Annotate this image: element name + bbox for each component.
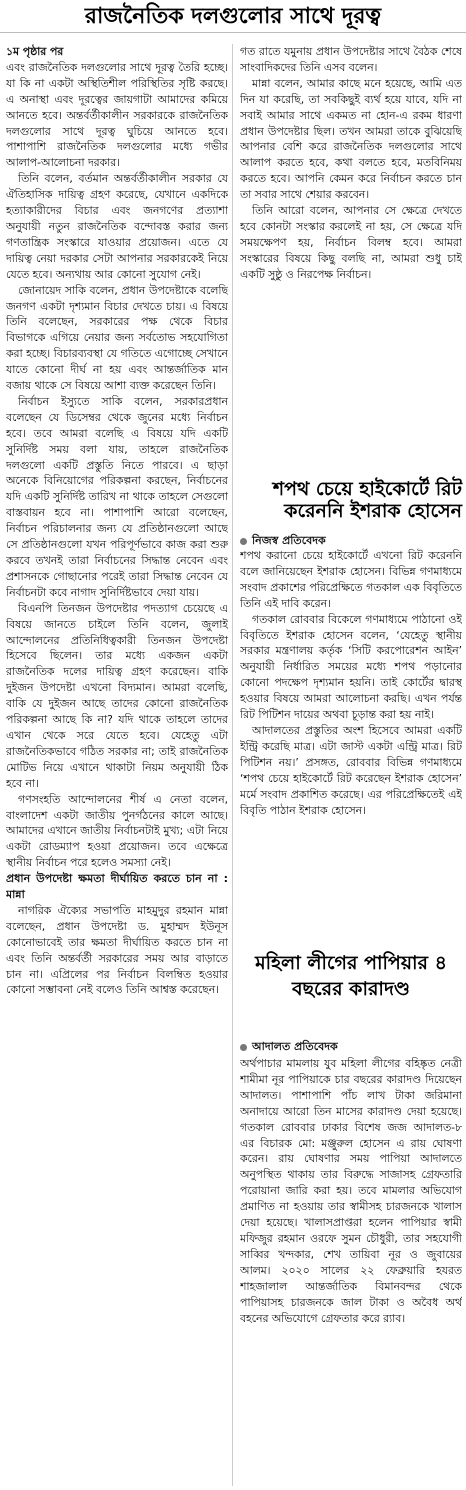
story2-headline: শপথ চেয়ে হাইকোর্টে রিট করেননি ইশরাক হোসেন: [272, 478, 462, 522]
paragraph: গণসংহতি আন্দোলনের শীর্ষ এ নেতা বলেন, বাংলাদেশ একটা জাতীয় পুনর্গঠনের কালে আছে। আমাদের এখানে জাতীয় নির্বাচনটাই মুখ্য; এটা নিয়ে একটা রোডম্যাপ হওয়া প্রয়োজন। তবে এক্ষেত্রে স্থানীয় নির্বাচন পরে হলেও সমস্যা নেই।: [6, 792, 228, 870]
bullet-icon: [240, 1044, 247, 1051]
story3-byline: [240, 1038, 338, 1057]
paragraph: আদালতের প্রস্তুতির অংশ হিসেবে আমরা একটি ইন্ট্রি করেছি মাত্র। এটা জাস্ট একটা এন্ট্রি মাত্র। রিট পিটিশন নয়।’ প্রসঙ্গত, রোববার বিভিন্ন গণমাধ্যমে ‘শপথ চেয়ে হাইকোর্টে রিট করেছেন ইশরাক হোসেন’ মর্মে সংবাদ প্রকাশিত করেছে। এর পরিপ্রেক্ষিতেই এই বিবৃতি পাঠান ইশরাক হোসেন।: [240, 723, 462, 817]
paragraph: শপথ করানো চেয়ে হাইকোর্টে এখনো রিট করেননি বলে জানিয়েছেন ইশরাক হোসেন। বিভিন্ন গণমাধ্যমে সংবাদ প্রকাশের পরিপ্রেক্ষিতে গতকাল এক বিবৃতিতে তিনি এই দাবি করেন।: [240, 549, 462, 610]
paragraph: এবং রাজনৈতিক দলগুলোর সাথে দূরত্ব তৈরি হচ্ছে। যা কি না একটা অস্থিতিশীল পরিস্থিতির সৃষ্টি করছে। এ অনাস্থা এবং দূরত্বের জায়গাটা আমাদের কমিয়ে আনতে হবে। অন্তর্বর্তীকালীন সরকারকে রাজনৈতিক দলগুলোর সাথে দূরত্ব ঘুচিয়ে আনতে হবে। পাশাপাশি রাজনৈতিক দলগুলোর মধ্যে গভীর আলাপ-আলোচনা দরকার।: [6, 60, 228, 170]
paragraph: তিনি বলেন, বর্তমান অন্তর্বর্তীকালীন সরকার যে ঐতিহাসিক দায়িত্ব গ্রহণ করেছে, যেখানে একদিকে হত্যাকারীদের বিচার এবং জনগণের প্রত্যাশা অনুযায়ী নতুন রাজনৈতিক বন্দোবস্ত করার জন্য গণতান্ত্রিক সংস্কারে যাওয়ার প্রয়োজন। এতে যে দায়িত্ব নেয়া দরকার সেটা আপনার সরকারকেই নিয়ে যেতে হবে। অন্যথায় আর কোনো সুযোগ নেই।: [6, 172, 228, 281]
paragraph: নির্বাচন ইস্যুতে সাকি বলেন, সরকারপ্রধান বলেছেন যে ডিসেম্বর থেকে জুনের মধ্যে নির্বাচন হবে। তবে আমরা বলেছি এ বিষয়ে যদি একটি সুনির্দিষ্ট সময় বলা যায়, তাহলে রাজনৈতিক দলগুলো একটি প্রস্তুতি নিতে পারবে। এ ছাড়া অনেকে বিনিয়োগের পরিকল্পনা করছেন, নির্বাচনের যদি একটি সুনির্দিষ্ট তারিখ না থাকে তাহলে সেগুলো বাস্তবায়ন হবে না। পাশাপাশি আরো বলেছেন, নির্বাচন পরিচালনার জন্য যে প্রতিষ্ঠানগুলো আছে সে প্রতিষ্ঠানগুলো যখন পরিপূর্ণভাবে কাজ করা শুরু করবে তখনই তারা নির্বাচনের সিদ্ধান্ত নেবেন এবং প্রশাসনকে গোছানোর পরেই তারা সিদ্ধান্ত নেবেন যে নির্বাচনটা কবে নাগাদ সুনির্দিষ্টভাবে দেয়া যায়।: [6, 394, 228, 599]
left-column: [6, 44, 228, 1486]
story3-headline: মহিলা লীগের পাপিয়ার ৪ বছরের কারাদণ্ড: [255, 952, 447, 1000]
story2-body: [240, 548, 462, 940]
column-divider: [232, 44, 233, 1486]
paragraph: বিএনপি তিনজন উপদেষ্টার পদত্যাগ চেয়েছে এ বিষয়ে জানতে চাইলে তিনি বলেন, জুলাই আন্দোলনের প্রতিনিধিত্বকারী তিনজন উপদেষ্টা হিসেবে ছিলেন। তার মধ্যে একজন একটা রাজনৈতিক দলের দায়িত্ব গ্রহণ করেছেন। বাকি দুইজন উপদেষ্টা এখনো বিদ্যমান। আমরা বলেছি, বাকি যে দুইজন আছে তাদের কোনো রাজনৈতিক পরিকল্পনা আছে কি না? যদি থাকে তাহলে তাদের এখান থেকে সরে যেতে হবে। যেহেতু এটা রাজনৈতিকভাবে গঠিত সরকার না; তাই রাজনৈতিক মোটিভ নিয়ে এখানে থাকাটা নিয়ম অনুযায়ী ঠিক হবে না।: [6, 601, 228, 790]
byline-text: নিজস্ব প্রতিবেদক: [252, 534, 326, 547]
paragraph: জোনায়েদ সাকি বলেন, প্রধান উপদেষ্টাকে বলেছি জনগণ একটা দৃশ্যমান বিচার দেখতে চায়। এ বিষয়ে তিনি বলেছেন, সরকারের পক্ষ থেকে বিচার বিভাগকে এগিয়ে নেয়ার জন্য সর্বতোভ সহযোগিতা করা হচ্ছে। বিচারব্যবস্থা যে গতিতে এগোচ্ছে সেখানে যাতে কোনো দীর্ঘ না হয় এবং আন্তর্জাতিক মান বজায় থাকে সে বিষয়ে আশা ব্যক্ত করেছেন তিনি।: [6, 283, 228, 393]
main-headline: রাজনৈতিক দলগুলোর সাথে দূরত্ব: [0, 2, 466, 33]
subheading: প্রধান উপদেষ্টা ক্ষমতা দীর্ঘায়িত করতে চান না : মান্না: [6, 872, 228, 902]
byline-text: আদালত প্রতিবেদক: [252, 1040, 338, 1053]
bullet-icon: [240, 538, 247, 545]
jump-note: ১ম পৃষ্ঠার পর: [6, 45, 64, 58]
paragraph: গত রাতে যমুনায় প্রধান উপদেষ্টার সাথে বৈঠক শেষে সাংবাদিকদের তিনি এসব বলেন।: [240, 45, 462, 74]
paragraph: অর্থপাচার মামলায় যুব মহিলা লীগের বহিষ্কৃত নেত্রী শামীমা নূর পাপিয়াকে চার বছরের কারাদণ্ড দিয়েছেন আদালত। পাশাপাশি পাঁচ লাখ টাকা জরিমানা অনাদায়ে আরো তিন মাসের কারাদণ্ড দেয়া হয়েছে। গতকাল রোববার ঢাকার বিশেষ জজ আদালত-৮ এর বিচারক মো: মঞ্জুরুল হোসেন এ রায় ঘোষণা করেন। রায় ঘোষণার সময় পাপিয়া আদালতে অনুপস্থিত থাকায় তার বিরুদ্ধে সাজাসহ গ্রেফতারি পরোয়ানা জারি করা হয়। তবে মামলার অভিযোগ প্রমাণিত না হওয়ায় তার স্বামীসহ চারজনকে খালাস দেয়া হয়েছে। খালাসপ্রাপ্তরা হলেন পাপিয়ার স্বামী মফিজুর রহমান ওরফে সুমন চৌধুরী, তার সহযোগী সাব্বির খন্দকার, শেখ তায়িবা নূর ও জুবায়ের আলম। ২০২০ সালের ২২ ফেব্রুয়ারি হযরত শাহজালাল আন্তর্জাতিক বিমানবন্দর থেকে পাপিয়াসহ চারজনকে জাল টাকা ও অবৈধ অর্থ বহনের অভিযোগে গ্রেফতার করে র‍্যাব।: [240, 1057, 462, 1325]
story3-body: [240, 1056, 462, 1490]
paragraph: নাগরিক ঐক্যের সভাপতি মাহমুদুর রহমান মান্না বলেছেন, প্রধান উপদেষ্টা ড. মুহাম্মদ ইউনূস কোনোভাবেই তার ক্ষমতা দীর্ঘায়িত করতে চান না এবং তিনি অন্তর্বর্তী সরকারের সময় আর বাড়াতে চান না। এপ্রিলের পর নির্বাচন বিলম্বিত হওয়ার কোনো সম্ভাবনা নেই বলেও তিনি আশ্বস্ত করেছেন।: [6, 903, 228, 997]
paragraph: তিনি আরো বলেন, আপনার সে ক্ষেত্রে দেখতে হবে কোনটা সংস্কার করলেই না হয়, সে ক্ষেত্রে যদি সময়ক্ষেপণ হয়, নির্বাচন বিলম্ব হবে। আমরা সংস্কারের বিষয়ে কিছু বলছি না, আমরা শুধু চাই একটি সুষ্ঠু ও নিরপেক্ষ নির্বাচন।: [240, 204, 462, 281]
right-column-continuation: [240, 44, 462, 476]
paragraph: মান্না বলেন, আমার কাছে মনে হয়েছে, আমি এত দিন যা করেছি, তা সবকিছুই ব্যর্থ হয়ে যাবে, যদি না সবাই আমার সাথে একমত না হোন-এ রকম ধারণা প্রধান উপদেষ্টার ছিল। তখন আমরা তাকে বুঝিয়েছি আপনার বেশি করে রাজনৈতিক দলগুলোর সাথে আলাপ করতে হবে, কথা বলতে হবে, মতবিনিময় করতে হবে। আপনি কেমন করে নির্বাচন করতে চান তা সবার সাথে শেয়ার করবেন।: [240, 76, 462, 202]
paragraph: গতকাল রোববার বিকেলে গণমাধ্যমে পাঠানো ওই বিবৃতিতে ইশরাক হোসেন বলেন, ‘যেহেতু স্থানীয় সরকার মন্ত্রণালয় কর্তৃক ‘সিটি করপোরেশন আইন’ অনুযায়ী নির্ধারিত সময়ের মধ্যে শপথ পড়ানোর কোনো পদক্ষেপ দৃশ্যমান হয়নি। তাই কোর্টের দ্বারস্থ হওয়ার বিষয়ে আমরা আলোচনা করছি। এখন পর্যন্ত রিট পিটিশন দায়ের অথবা চূড়ান্ত করা হয় নাই।: [240, 612, 462, 722]
